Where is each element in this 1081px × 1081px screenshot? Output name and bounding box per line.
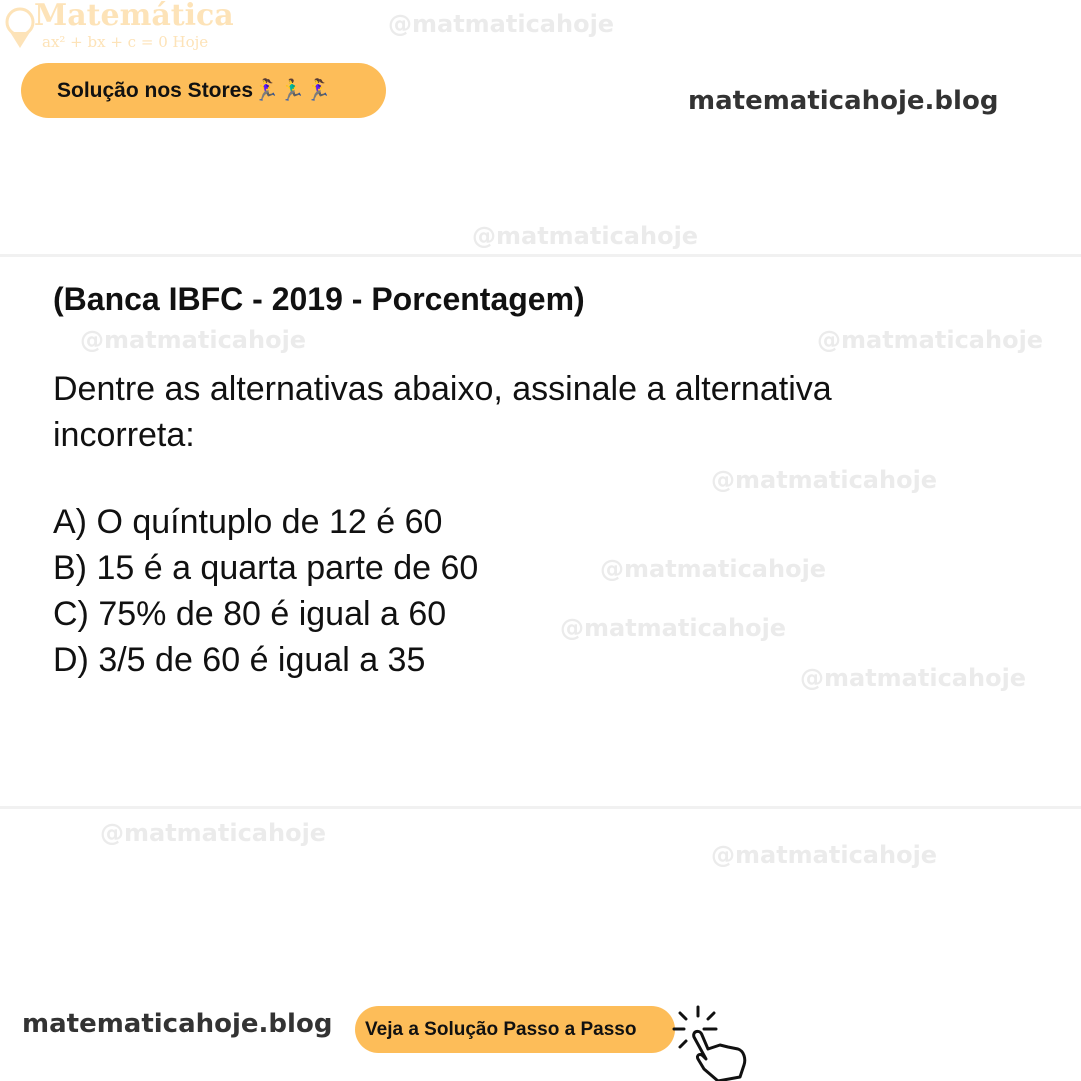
watermark: @matmaticahoje: [560, 614, 787, 642]
watermark: @matmaticahoje: [800, 664, 1027, 692]
site-link[interactable]: matematicahoje.blog: [688, 86, 999, 116]
options-list: [53, 499, 478, 683]
watermark: @matmaticahoje: [711, 841, 938, 869]
watermark: @matmaticahoje: [711, 466, 938, 494]
question-source: (Banca IBFC - 2019 - Porcentagem): [53, 281, 585, 317]
watermark: @matmaticahoje: [600, 555, 827, 583]
pointing-hand-icon: [670, 1003, 752, 1081]
option-c: C) 75% de 80 é igual a 60: [53, 595, 447, 633]
watermark: @matmaticahoje: [817, 326, 1044, 354]
logo-subtitle: ax² + bx + c = 0 Hoje: [42, 33, 209, 51]
solution-button[interactable]: [355, 1006, 675, 1053]
logo-title: Matemática: [34, 0, 234, 33]
watermark: @matmaticahoje: [100, 819, 327, 847]
divider: [0, 254, 1081, 257]
option-a: A) O quíntuplo de 12 é 60: [53, 503, 443, 541]
watermark: @matmaticahoje: [80, 326, 307, 354]
footer-site-link[interactable]: matematicahoje.blog: [22, 1009, 333, 1039]
watermark: @matmaticahoje: [472, 222, 699, 250]
logo: [4, 2, 234, 52]
option-b: B) 15 é a quarta parte de 60: [53, 549, 479, 587]
stores-button[interactable]: [21, 63, 386, 118]
watermark: @matmaticahoje: [388, 10, 615, 38]
option-d: D) 3/5 de 60 é igual a 35: [53, 641, 426, 679]
map-pin-icon: [4, 6, 38, 50]
divider: [0, 806, 1081, 809]
question-prompt: Dentre as alternativas abaixo, assinale a alternativa incorreta:: [53, 370, 832, 454]
solution-button-label: Veja a Solução Passo a Passo: [365, 1018, 637, 1040]
stores-button-label: Solução nos Stores🏃‍♀️🏃‍♂️🏃‍♀️: [57, 78, 332, 102]
